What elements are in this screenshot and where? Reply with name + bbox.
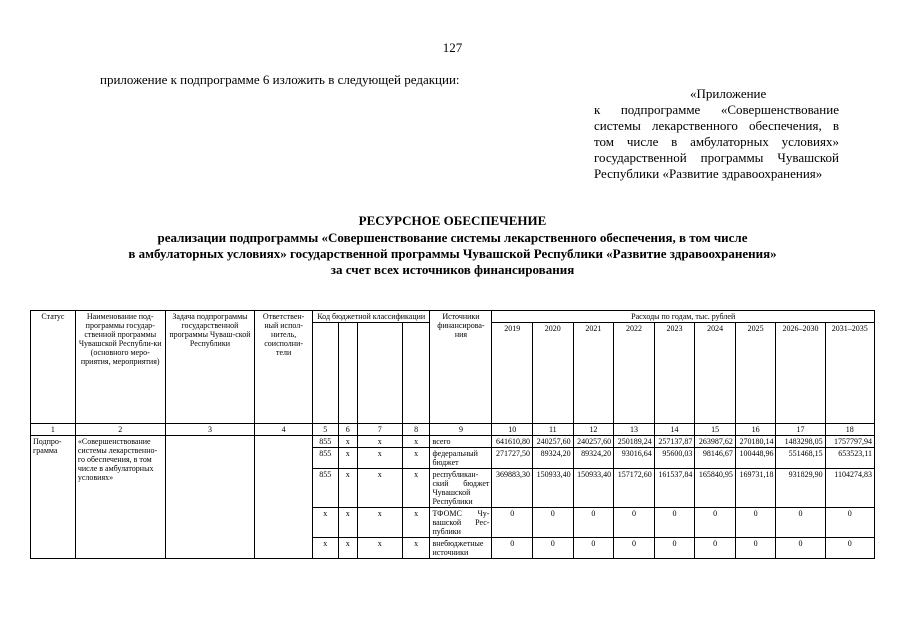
header-status: Статус: [31, 311, 76, 424]
column-number: 9: [430, 424, 492, 436]
value-cell: 100448,96: [735, 448, 776, 469]
appendix-line: к подпрограмме «Совершенствование: [594, 102, 839, 117]
header-year: 2026–2030: [776, 323, 825, 424]
column-number: 4: [255, 424, 313, 436]
document-title: РЕСУРСНОЕ ОБЕСПЕЧЕНИЕ: [358, 213, 547, 228]
appendix-line: государственной программы Чувашской: [594, 150, 839, 165]
value-cell: 0: [533, 538, 574, 559]
value-cell: 169731,18: [735, 469, 776, 508]
responsible-cell: [255, 436, 313, 559]
column-number: 11: [533, 424, 574, 436]
value-cell: 0: [695, 508, 736, 538]
value-cell: 931829,90: [776, 469, 825, 508]
group-cell: x: [402, 508, 430, 538]
value-cell: 95600,03: [654, 448, 695, 469]
column-number: 17: [776, 424, 825, 436]
value-cell: 0: [695, 538, 736, 559]
value-cell: 0: [776, 538, 825, 559]
column-number: 16: [735, 424, 776, 436]
value-cell: 0: [492, 538, 533, 559]
column-number: 18: [825, 424, 874, 436]
column-number: 7: [357, 424, 402, 436]
subtitle-line: реализации подпрограммы «Совершенствование системы лекарственного обеспечения, в том числе: [157, 230, 748, 245]
header-budget-code: Код бюджетной классификации: [312, 311, 430, 323]
value-cell: 240257,60: [533, 436, 574, 448]
value-cell: 150933,40: [573, 469, 614, 508]
header-group: [402, 323, 430, 424]
value-cell: 150933,40: [533, 469, 574, 508]
value-cell: 1757797,94: [825, 436, 874, 448]
value-cell: 271727,50: [492, 448, 533, 469]
value-cell: 0: [492, 508, 533, 538]
header-grbs: [312, 323, 338, 424]
source-cell: всего: [430, 436, 492, 448]
value-cell: 0: [825, 538, 874, 559]
document-subtitle: [0, 230, 905, 278]
header-row: [31, 311, 875, 323]
value-cell: 0: [573, 508, 614, 538]
column-number: 1: [31, 424, 76, 436]
value-cell: 98146,67: [695, 448, 736, 469]
column-number: 13: [614, 424, 655, 436]
grbs-cell: x: [312, 508, 338, 538]
value-cell: 0: [614, 538, 655, 559]
column-number: 6: [338, 424, 357, 436]
header-responsible: Ответствен-ный испол-нитель, соисполни-тели: [255, 311, 313, 424]
group-cell: x: [402, 436, 430, 448]
column-number: 12: [573, 424, 614, 436]
resource-table: [30, 310, 875, 559]
source-cell: внебюджетные источники: [430, 538, 492, 559]
value-cell: 0: [654, 508, 695, 538]
value-cell: 161537,84: [654, 469, 695, 508]
value-cell: 0: [573, 538, 614, 559]
group-cell: x: [402, 448, 430, 469]
header-year: 2020: [533, 323, 574, 424]
target-cell: x: [357, 448, 402, 469]
appendix-line: том числе в амбулаторных условиях»: [594, 134, 839, 149]
subtitle-line: за счет всех источников финансирования: [330, 262, 575, 277]
section-cell: x: [338, 469, 357, 508]
column-number: 8: [402, 424, 430, 436]
status-cell: Подпро-грамма: [31, 436, 76, 559]
value-cell: 641610,80: [492, 436, 533, 448]
section-cell: x: [338, 508, 357, 538]
column-number: 2: [75, 424, 165, 436]
value-cell: 0: [533, 508, 574, 538]
header-sources: Источники финансирова-ния: [430, 311, 492, 424]
value-cell: 89324,20: [533, 448, 574, 469]
value-cell: 1104274,83: [825, 469, 874, 508]
header-year: 2023: [654, 323, 695, 424]
group-cell: x: [402, 469, 430, 508]
appendix-block: [594, 86, 839, 182]
value-cell: 0: [735, 508, 776, 538]
grbs-cell: x: [312, 538, 338, 559]
column-number: 3: [165, 424, 255, 436]
intro-text: приложение к подпрограмме 6 изложить в следующей редакции:: [100, 72, 460, 87]
value-cell: 0: [735, 538, 776, 559]
value-cell: 653523,11: [825, 448, 874, 469]
task-cell: [165, 436, 255, 559]
section-cell: x: [338, 436, 357, 448]
value-cell: 0: [825, 508, 874, 538]
grbs-cell: 855: [312, 448, 338, 469]
page-number: 127: [442, 40, 463, 55]
header-target: [357, 323, 402, 424]
header-task: Задача подпрограммы государственной программы Чуваш-ской Республики: [165, 311, 255, 424]
value-cell: 93016,64: [614, 448, 655, 469]
header-year: 2031–2035: [825, 323, 874, 424]
value-cell: 157172,60: [614, 469, 655, 508]
target-cell: x: [357, 538, 402, 559]
value-cell: 0: [776, 508, 825, 538]
value-cell: 89324,20: [573, 448, 614, 469]
header-expenses: Расходы по годам, тыс. рублей: [492, 311, 875, 323]
section-cell: x: [338, 448, 357, 469]
appendix-line: системы лекарственного обеспечения, в: [594, 118, 839, 133]
column-number: 5: [312, 424, 338, 436]
column-number: 15: [695, 424, 736, 436]
subtitle-line: в амбулаторных условиях» государственной программы Чувашской Республики «Развитие здравоохранения»: [128, 246, 777, 261]
grbs-cell: 855: [312, 469, 338, 508]
appendix-line: «Приложение: [690, 86, 767, 101]
header-year: 2022: [614, 323, 655, 424]
column-number-row: [31, 424, 875, 436]
grbs-cell: 855: [312, 436, 338, 448]
table-row: [31, 436, 875, 448]
source-cell: ТФОМС Чу-вашской Рес-публики: [430, 508, 492, 538]
target-cell: x: [357, 469, 402, 508]
value-cell: 257137,87: [654, 436, 695, 448]
header-year: 2019: [492, 323, 533, 424]
header-year: 2021: [573, 323, 614, 424]
section-cell: x: [338, 538, 357, 559]
column-number: 10: [492, 424, 533, 436]
source-cell: республикан-ский бюджет Чувашской Республики: [430, 469, 492, 508]
value-cell: 165840,95: [695, 469, 736, 508]
header-year: 2024: [695, 323, 736, 424]
name-cell: «Совершенствование системы лекарственно-го обеспечения, в том числе в амбулаторных условиях»: [75, 436, 165, 559]
appendix-line: Республики «Развитие здравоохранения»: [594, 166, 823, 181]
column-number: 14: [654, 424, 695, 436]
value-cell: 1483298,05: [776, 436, 825, 448]
header-name: Наименование под-программы государ-ственной программы Чувашской Республи-ки (основного меро-приятия, мероприятия): [75, 311, 165, 424]
value-cell: 0: [654, 538, 695, 559]
value-cell: 250189,24: [614, 436, 655, 448]
value-cell: 240257,60: [573, 436, 614, 448]
value-cell: 551468,15: [776, 448, 825, 469]
value-cell: 270180,14: [735, 436, 776, 448]
value-cell: 263987,62: [695, 436, 736, 448]
group-cell: x: [402, 538, 430, 559]
header-section: [338, 323, 357, 424]
target-cell: x: [357, 436, 402, 448]
value-cell: 0: [614, 508, 655, 538]
header-year: 2025: [735, 323, 776, 424]
value-cell: 369883,30: [492, 469, 533, 508]
source-cell: федеральный бюджет: [430, 448, 492, 469]
target-cell: x: [357, 508, 402, 538]
